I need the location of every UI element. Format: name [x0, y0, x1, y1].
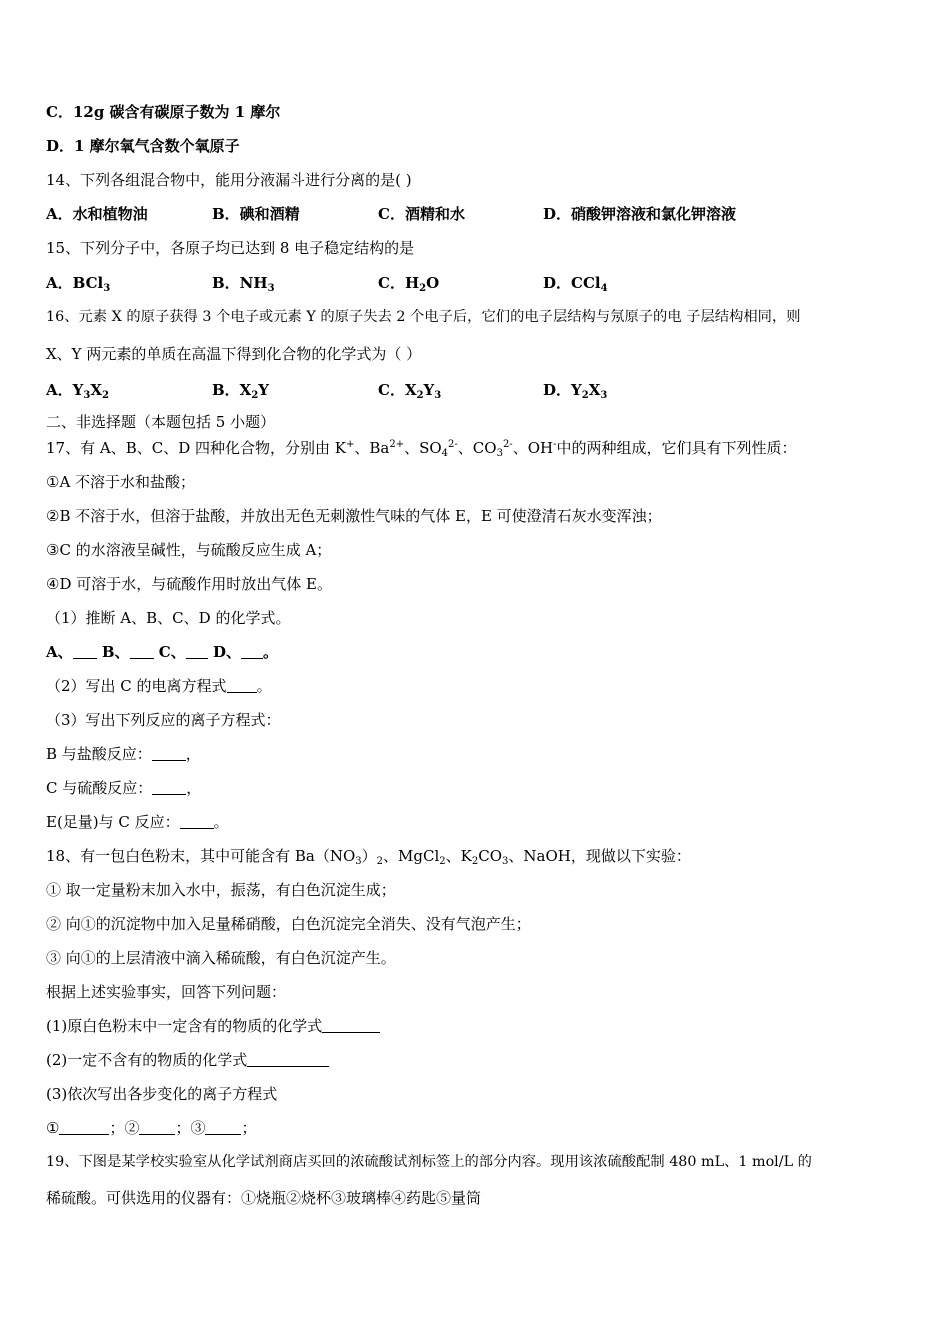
q18-experiment-2: ② 向①的沉淀物中加入足量稀硝酸，白色沉淀完全消失、没有气泡产生； — [46, 915, 531, 933]
q17-sub-3: （3）写出下列反应的离子方程式： — [46, 711, 281, 729]
q17-answer-line: A、 B、 C、 D、 。 — [46, 643, 278, 661]
q18-stem: 18、有一包白色粉末，其中可能含有 $Ba(NO_3)_2$、MgCl$_2$、$K_2CO_3$、NaOH，现做以下实验： — [46, 847, 691, 867]
q13-option-c: C．12g 碳含有碳原子数为 1 摩尔 — [46, 103, 281, 121]
q16-option-c: C．$X_2Y_3$ — [378, 381, 442, 401]
q17-property-1: ①A 不溶于水和盐酸； — [46, 473, 196, 491]
q17-reaction-2: C 与硫酸反应： ， — [46, 779, 202, 797]
q16-option-a: A．$Y_3X_2$ — [46, 381, 109, 401]
q16-option-d: D．$Y_2X_3$ — [543, 381, 608, 401]
q15-option-d: D．CCl$_4$ — [543, 274, 608, 294]
q17-reaction-1: B 与盐酸反应： ， — [46, 745, 201, 763]
q15-option-a: A．BCl$_3$ — [46, 274, 111, 294]
answer-blank[interactable] — [152, 746, 186, 761]
answer-blank[interactable] — [322, 1018, 380, 1033]
answer-blank[interactable] — [73, 644, 97, 659]
q17-property-4: ④D 可溶于水，与硫酸作用时放出气体 E。 — [46, 575, 332, 593]
q17-stem: 17、有 A、B、C、D 四种化合物，分别由 K+、$Ba^{2+}$、$SO_4^{2-}$、$CO_3^{2-}$、OH-中的两种组成，它们具有下列性质： — [46, 439, 797, 459]
q14-stem: 14、下列各组混合物中，能用分液漏斗进行分离的是( ) — [46, 171, 412, 189]
q17-reaction-3: E(足量)与 C 反应： 。 — [46, 813, 229, 831]
answer-blank[interactable] — [241, 644, 263, 659]
q14-option-d: D．硝酸钾溶液和氯化钾溶液 — [543, 205, 737, 223]
q17-sub-1: （1）推断 A、B、C、D 的化学式。 — [46, 609, 291, 627]
q13-option-d: D．1 摩尔氧气含数个氧原子 — [46, 137, 240, 155]
q16-option-b: B．$X_2Y$ — [212, 381, 270, 401]
q16-stem-line2: X、Y 两元素的单质在高温下得到化合物的化学式为（ ） — [46, 345, 422, 363]
q18-experiment-1: ① 取一定量粉末加入水中，振荡，有白色沉淀生成； — [46, 881, 396, 899]
q18-lead: 根据上述实验事实，回答下列问题： — [46, 983, 287, 1001]
q18-sub-2: (2)一定不含有的物质的化学式 — [46, 1050, 329, 1070]
q18-answer-line: ① ；② ；③ ； — [46, 1119, 257, 1137]
q18-sub-3: (3)依次写出各步变化的离子方程式 — [46, 1085, 278, 1103]
q19-stem-line2: 稀硫酸。可供选用的仪器有：①烧瓶②烧杯③玻璃棒④药匙⑤量筒 — [46, 1189, 482, 1207]
q17-property-2: ②B 不溶于水，但溶于盐酸，并放出无色无刺激性气味的气体 E，E 可使澄清石灰水变浑浊； — [46, 507, 662, 525]
q18-sub-1: (1)原白色粉末中一定含有的物质的化学式 — [46, 1016, 380, 1036]
q17-sub-2: （2）写出 C 的电离方程式 。 — [46, 677, 272, 695]
answer-blank[interactable] — [205, 1120, 241, 1135]
q14-option-c: C．酒精和水 — [378, 205, 465, 223]
q19-stem-line1: 19、下图是某学校实验室从化学试剂商店买回的浓硫酸试剂标签上的部分内容。现用该浓硫酸配制 480 mL、1 mol/L 的 — [46, 1154, 812, 1170]
answer-blank[interactable] — [152, 780, 186, 795]
answer-blank[interactable] — [59, 1120, 109, 1135]
section-heading: 二、非选择题（本题包括 5 小题） — [46, 413, 276, 431]
q15-option-b: B．$NH_3$ — [212, 274, 275, 294]
answer-blank[interactable] — [186, 644, 208, 659]
answer-blank[interactable] — [130, 644, 154, 659]
q16-stem-line1: 16、元素 X 的原子获得 3 个电子或元素 Y 的原子失去 2 个电子后，它们的电子层结构与氖原子的电 子层结构相同，则 — [46, 309, 801, 325]
q15-stem: 15、下列分子中，各原子均已达到 8 电子稳定结构的是 — [46, 239, 415, 257]
answer-blank[interactable] — [139, 1120, 175, 1135]
q15-option-c: C．$H_2O$ — [378, 274, 440, 294]
answer-blank[interactable] — [247, 1052, 329, 1067]
q18-experiment-3: ③ 向①的上层清液中滴入稀硫酸，有白色沉淀产生。 — [46, 949, 396, 967]
q14-option-b: B．碘和酒精 — [212, 205, 300, 223]
answer-blank[interactable] — [227, 678, 257, 693]
q17-property-3: ③C 的水溶液呈碱性，与硫酸反应生成 A； — [46, 541, 332, 559]
answer-blank[interactable] — [180, 814, 214, 829]
q14-option-a: A．水和植物油 — [46, 205, 148, 223]
